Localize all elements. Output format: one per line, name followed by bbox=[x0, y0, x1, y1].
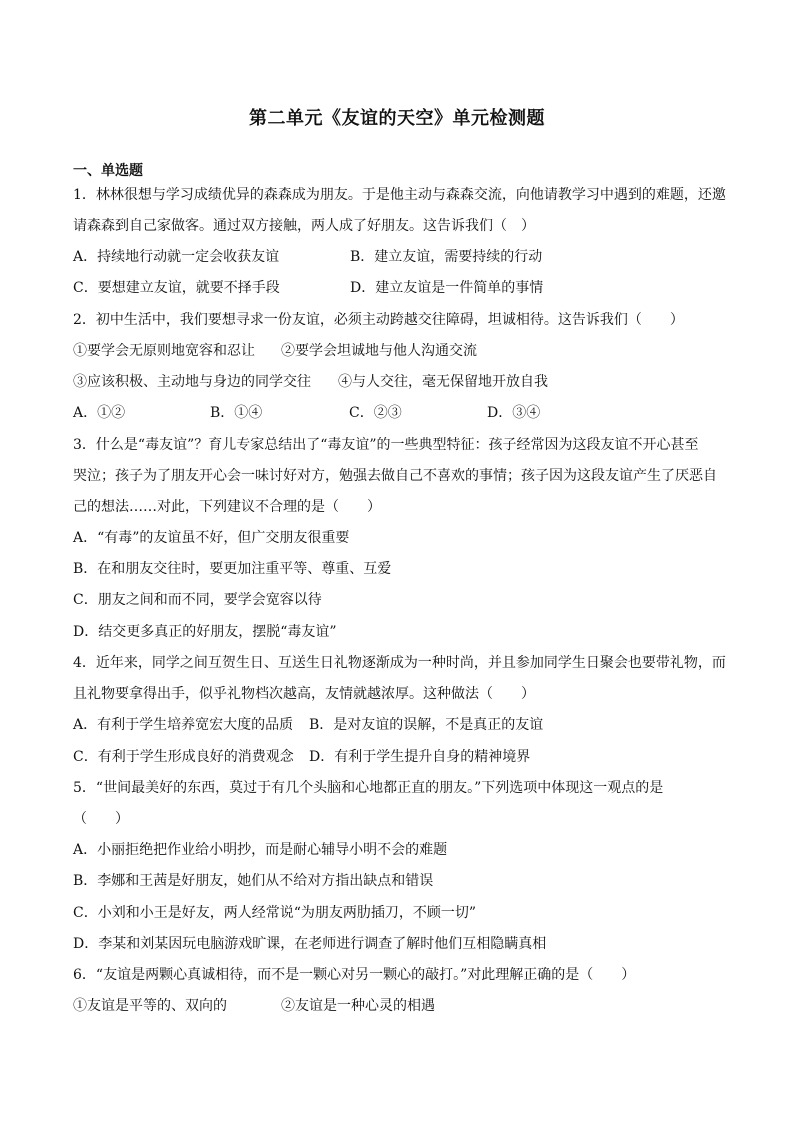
question-3-option-a: A．“有毒”的友谊虽不好，但广交朋友很重要 bbox=[73, 530, 350, 546]
question-2-option-b: B．①④ bbox=[210, 405, 263, 421]
question-1-option-a: A．持续地行动就一定会收获友谊 bbox=[73, 249, 280, 265]
question-5-option-d: D．李某和刘某因玩电脑游戏旷课，在老师进行调查了解时他们互相隐瞒真相 bbox=[73, 936, 547, 952]
question-4-text-line-1: 4．近年来，同学之间互贺生日、互送生日礼物逐渐成为一种时尚，并且参加同学生日聚会也要带礼物，而 bbox=[73, 655, 726, 671]
question-4-text-line-2: 且礼物要拿得出手，似乎礼物档次越高，友情就越浓厚。这种做法（ ） bbox=[73, 686, 535, 702]
question-2-option-c: C．②③ bbox=[349, 405, 402, 421]
question-1-option-c: C．要想建立友谊，就要不择手段 bbox=[73, 280, 280, 296]
question-4-option-d: D．有利于学生提升自身的精神境界 bbox=[309, 749, 531, 765]
question-2-option-d: D．③④ bbox=[487, 405, 541, 421]
question-3-text-line-1: 3．什么是“毒友谊”？育儿专家总结出了“毒友谊”的一些典型特征：孩子经常因为这段友谊不开心甚至 bbox=[73, 437, 699, 453]
question-3-text-line-2: 哭泣；孩子为了朋友开心会一味讨好对方，勉强去做自己不喜欢的事情；孩子因为这段友谊产生了厌恶自 bbox=[73, 468, 717, 484]
question-4-option-b: B．是对友谊的误解，不是真正的友谊 bbox=[309, 717, 544, 733]
question-2-statement-2: ②要学会坦诚地与他人沟通交流 bbox=[281, 343, 477, 359]
question-1-option-d: D．建立友谊是一件简单的事情 bbox=[350, 280, 544, 296]
question-2-statement-3: ③应该积极、主动地与身边的同学交往 bbox=[73, 374, 311, 390]
question-5-text-line-2: （ ） bbox=[73, 811, 129, 827]
question-5-option-c: C．小刘和小王是好友，两人经常说“为朋友两肋插刀，不顾一切” bbox=[73, 905, 477, 921]
question-2-statement-4: ④与人交往，毫无保留地开放自我 bbox=[338, 374, 548, 390]
question-1-option-b: B．建立友谊，需要持续的行动 bbox=[350, 249, 543, 265]
question-2-option-a: A．①② bbox=[73, 405, 126, 421]
question-1-text-line-2: 请森森到自己家做客。通过双方接触，两人成了好朋友。这告诉我们（ ） bbox=[73, 218, 535, 234]
question-3-option-b: B．在和朋友交往时，要更加注重平等、尊重、互爱 bbox=[73, 561, 392, 577]
question-4-option-c: C．有利于学生形成良好的消费观念 bbox=[73, 749, 294, 765]
question-5-text-line-1: 5．“世间最美好的东西，莫过于有几个头脑和心地都正直的朋友。”下列选项中体现这一观点的是 bbox=[73, 780, 664, 796]
question-1-text-line-1: 1．林林很想与学习成绩优异的森森成为朋友。于是他主动与森森交流，向他请教学习中遇到的难题，还邀 bbox=[73, 187, 726, 203]
question-6-statement-1: ①友谊是平等的、双向的 bbox=[73, 998, 227, 1014]
question-6-text-line-1: 6．“友谊是两颗心真诚相待，而不是一颗心对另一颗心的敲打。”对此理解正确的是（ ） bbox=[73, 967, 636, 983]
question-5-option-b: B．李娜和王茜是好朋友，她们从不给对方指出缺点和错误 bbox=[73, 873, 434, 889]
question-3-option-d: D．结交更多真正的好朋友，摆脱“毒友谊” bbox=[73, 624, 337, 640]
question-6-statement-2: ②友谊是一种心灵的相遇 bbox=[281, 998, 435, 1014]
page-title: 第二单元《友谊的天空》单元检测题 bbox=[249, 108, 545, 129]
question-3-option-c: C．朋友之间和而不同，要学会宽容以待 bbox=[73, 592, 322, 608]
question-2-text-line-1: 2．初中生活中，我们要想寻求一份友谊，必须主动跨越交往障碍，坦诚相待。这告诉我们（ ） bbox=[73, 312, 684, 328]
question-4-option-a: A．有利于学生培养宽宏大度的品质 bbox=[73, 717, 294, 733]
section-heading: 一、单选题 bbox=[73, 163, 143, 179]
question-5-option-a: A．小丽拒绝把作业给小明抄，而是耐心辅导小明不会的难题 bbox=[73, 842, 448, 858]
question-3-text-line-3: 己的想法……对此，下列建议不合理的是（ ） bbox=[73, 499, 381, 515]
question-2-statement-1: ①要学会无原则地宽容和忍让 bbox=[73, 343, 255, 359]
